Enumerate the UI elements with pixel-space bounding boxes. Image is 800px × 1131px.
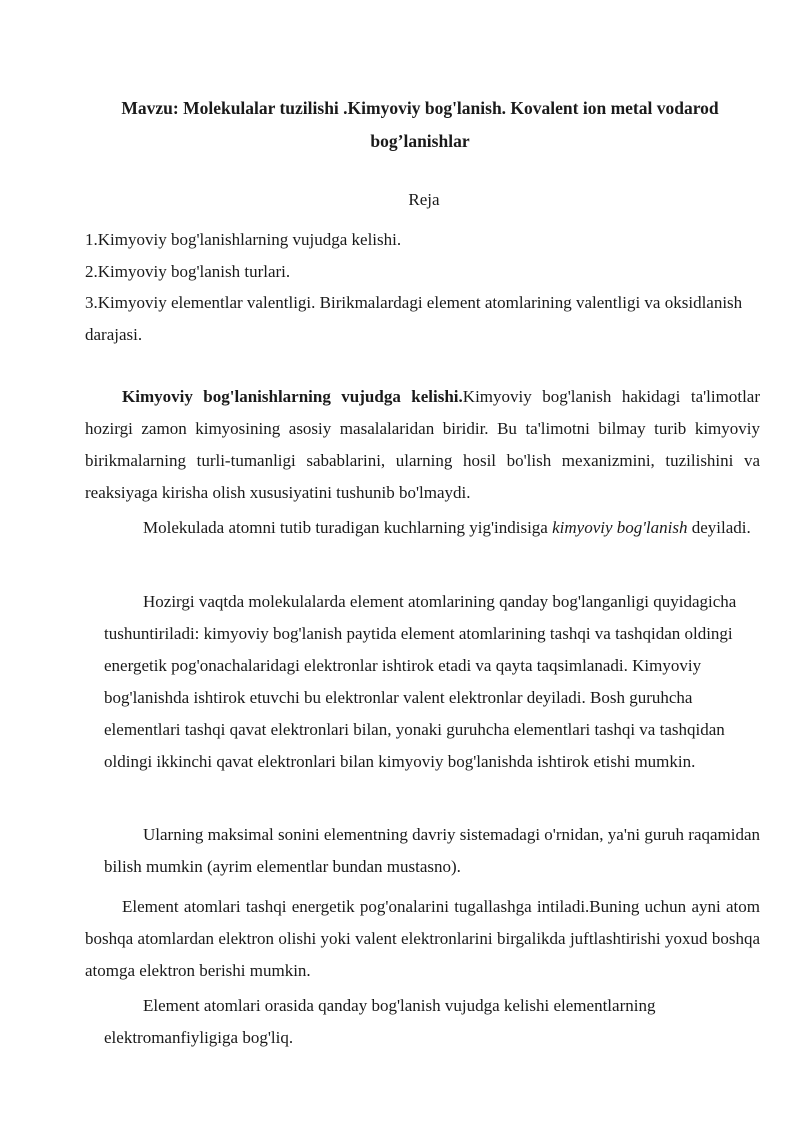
- definition-paragraph: [104, 512, 764, 544]
- definition-term: kimyoviy bog'lanish: [552, 518, 688, 537]
- body-paragraph: Ularning maksimal sonini elementning davriy sistemadagi o'rnidan, ya'ni guruh raqamidan bilish mumkin (ayrim elementlar bundan mustasno).: [104, 825, 761, 876]
- definition-before: Molekulada atomni tutib turadigan kuchlarning yig'indisiga: [143, 518, 553, 537]
- plan-item: 1.Kimyoviy bog'lanishlarning vujudga kelishi.: [85, 230, 402, 249]
- body-paragraph: Element atomlari tashqi energetik pog'onalarini tugallashga intiladi.Buning uchun ayni atom boshqa atomlardan elektron olishi yoki valent elektronlarini birgalikda juftlashtirishi yoxud boshqa atomga elektron berishi mumkin.: [85, 897, 760, 980]
- plan-list: [85, 224, 765, 350]
- section-text: Kimyoviy bog'lanish hakidagi ta'limotlar hozirgi zamon kimyosining asosiy masalalaridan biridir. Bu ta'limotni bilmay turib kimyoviy birikmalarning turli-tumanligi sabablarini, ularning hosil bo'lish mexanizmini, tuzilishini va reaksiyaga kirisha olish xususiyatini tushunib bo'lmaydi.: [85, 387, 760, 502]
- plan-item: 2.Kimyoviy bog'lanish turlari.: [85, 261, 291, 281]
- section-paragraph: [85, 381, 760, 509]
- body-paragraph: Element atomlari orasida qanday bog'lanish vujudga kelishi elementlarning elektromanfiyligiga bog'liq.: [104, 996, 656, 1047]
- definition-after: deyiladi.: [687, 518, 751, 537]
- page-title: Mavzu: Molekulalar tuzilishi .Kimyoviy bog'lanish. Kovalent ion metal vodarod bog’lanishlar: [121, 98, 719, 151]
- plan-heading: Reja: [408, 190, 440, 209]
- plan-item: 3.Kimyoviy elementlar valentligi. Birikmalardagi element atomlarining valentligi va oksidlanish darajasi.: [85, 293, 743, 344]
- body-paragraph: Hozirgi vaqtda molekulalarda element atomlarining qanday bog'langanligi quyidagicha tushuntiriladi: kimyoviy bog'lanish paytida element atomlarining tashqi va tashqidan oldingi energetik pog'onachalaridagi elektronlar ishtirok etadi va qayta taqsimlanadi. Kimyoviy bog'lanishda ishtirok etuvchi bu elektronlar valent elektronlar deyiladi. Bosh guruhcha elementlari tashqi qavat elektronlari bilan, yonaki guruhcha elementlari tashqi va tashqidan oldingi ikkinchi qavat elektronlari bilan kimyoviy bog'lanishda ishtirok etishi mumkin.: [104, 592, 737, 771]
- section-heading: Kimyoviy bog'lanishlarning vujudga kelishi.: [122, 387, 463, 406]
